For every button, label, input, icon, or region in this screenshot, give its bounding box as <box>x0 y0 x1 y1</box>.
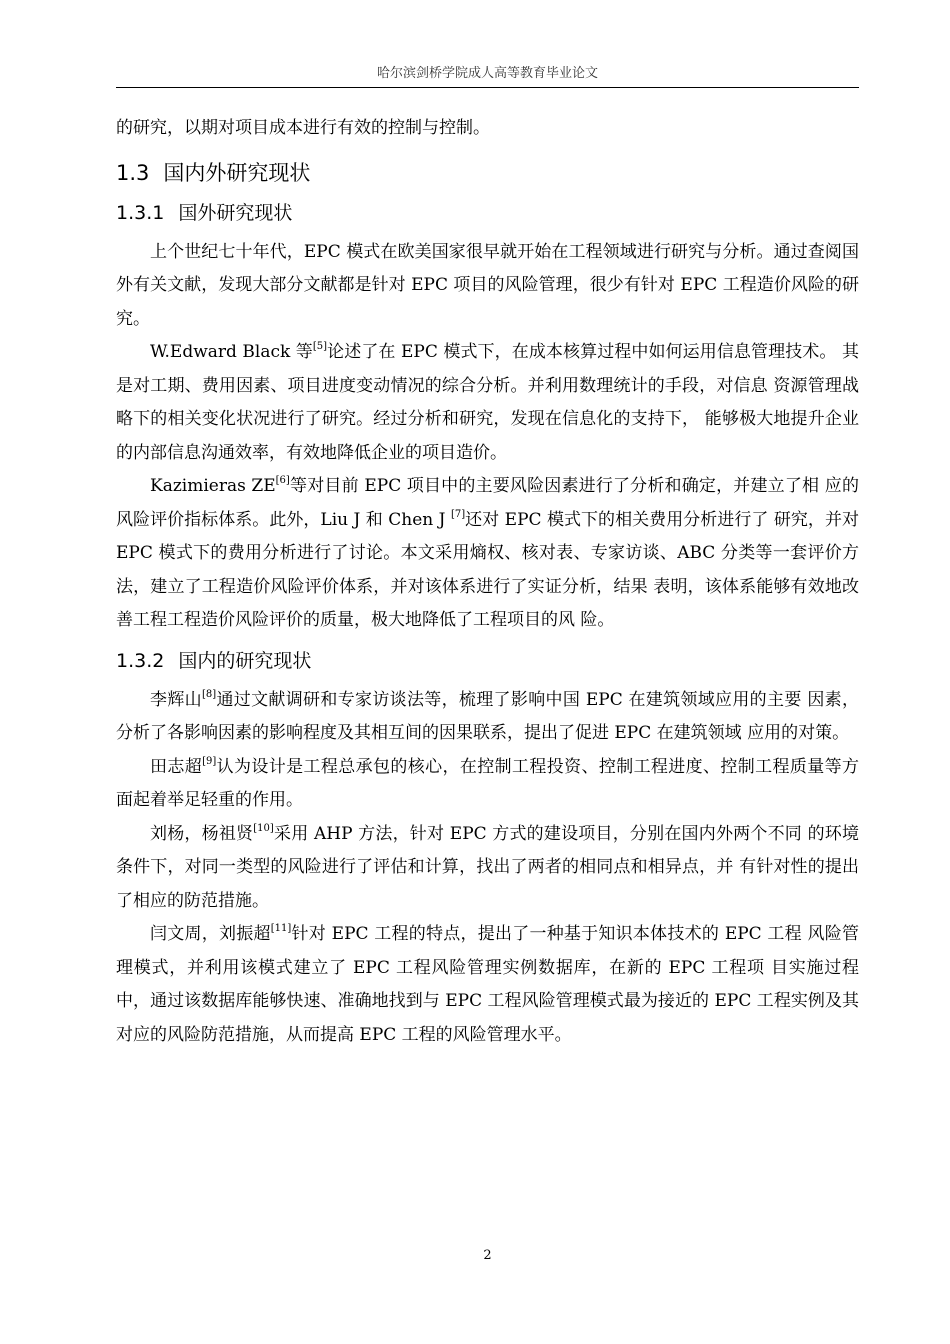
paragraph-domestic-2 <box>116 751 859 818</box>
section-heading-1-3 <box>116 156 859 190</box>
paragraph-text: 还对 EPC 模式下的相关费用分析进行了 研究，并对 EPC 模式下的费用分析进行了讨论。本文采用熵权、核对表、专家访谈、ABC 分类等一套评价方法，建立了工程造价风险评价体系，并对该体系进行了实证分析，结果 表明，该体系能够有效地改善工程工程造价风险评价的质量，极大地降低了工程项目的风 险。 <box>116 509 859 630</box>
paragraph-text: 通过文献调研和专家访谈法等，梳理了影响中国 EPC 在建筑领域应用的主要 因素，分析了各影响因素的影响程度及其相互间的因果联系，提出了促进 EPC 在建筑领域 应用的对策。 <box>116 689 859 743</box>
section-number: 1.3 <box>116 160 150 185</box>
paragraph-foreign-1: 上个世纪七十年代，EPC 模式在欧美国家很早就开始在工程领域进行研究与分析。通过查阅国外有关文献，发现大部分文献都是针对 EPC 项目的风险管理，很少有针对 EPC 工程造价风险的研究。 <box>116 241 859 329</box>
section-heading-1-3-2 <box>116 644 859 678</box>
section-title: 国内外研究现状 <box>163 160 311 185</box>
paragraph-domestic-4 <box>116 918 859 1052</box>
citation: [10] <box>253 822 274 834</box>
paragraph-foreign-3 <box>116 470 859 638</box>
paragraph-text: 认为设计是工程总承包的核心，在控制工程投资、控制工程进度、控制工程质量等方面起着举足轻重的作用。 <box>116 756 860 810</box>
paragraph-domestic-3 <box>116 818 859 919</box>
page-number: 2 <box>483 1248 492 1263</box>
section-number: 1.3.1 <box>116 201 165 224</box>
paragraph-text: 采用 AHP 方法，针对 EPC 方式的建设项目，分别在国内外两个不同 的环境条件下，对同一类型的风险进行了评估和计算，找出了两者的相同点和相异点，并 有针对性的提出了相应的防范措施。 <box>116 823 860 911</box>
section-title: 国外研究现状 <box>178 201 293 224</box>
author: 刘杨，杨祖贤 <box>150 823 254 844</box>
paragraph-text: 等对目前 EPC 项目中的主要风险因素进行了分析和确定，并建立了相 应的风险评价指标体系。此外，Liu J 和 Chen J <box>116 476 859 530</box>
paragraph-foreign-2 <box>116 336 859 470</box>
running-header: 哈尔滨剑桥学院成人高等教育毕业论文 <box>376 66 598 81</box>
header-rule <box>116 87 859 88</box>
paragraph-text: 论述了在 EPC 模式下，在成本核算过程中如何运用信息管理技术。 其是对工期、费用因素、项目进度变动情况的综合分析。并利用数理统计的手段，对信息 资源管理战略下的相关变化状况进行了研究。经过分析和研究，发现在信息化的支持下， 能够极大地提升企业的内部信息沟通效率，有效地降低企业的项目造价。 <box>116 342 859 463</box>
citation: [8] <box>201 688 217 700</box>
author: 李辉山 <box>150 689 202 710</box>
author: 闫文周，刘振超 <box>150 924 271 944</box>
citation: [7] <box>450 508 466 520</box>
paragraph-text: 针对 EPC 工程的特点，提出了一种基于知识本体技术的 EPC 工程 风险管理模式，并利用该模式建立了 EPC 工程风险管理实例数据库，在新的 EPC 工程项 目实施过程中，通过该数据库能够快速、准确地找到与 EPC 工程风险管理模式最为接近的 EPC 工程实例及其对应的风险防范措施，从而提高 EPC 工程的风险管理水平。 <box>116 924 859 1045</box>
continued-paragraph: 的研究，以期对项目成本进行有效的控制与控制。 <box>116 118 490 138</box>
author: Kazimieras ZE <box>150 476 276 496</box>
page-body <box>116 112 859 1052</box>
author: 田志超 <box>150 756 203 777</box>
section-number: 1.3.2 <box>116 649 165 672</box>
section-title: 国内的研究现状 <box>178 649 312 672</box>
author: W.Edward Black 等 <box>150 342 313 362</box>
citation: [11] <box>270 923 292 935</box>
citation: [9] <box>202 755 217 767</box>
section-heading-1-3-1 <box>116 196 859 230</box>
citation: [6] <box>275 475 290 487</box>
paragraph-domestic-1 <box>116 684 859 751</box>
citation: [5] <box>312 341 328 353</box>
